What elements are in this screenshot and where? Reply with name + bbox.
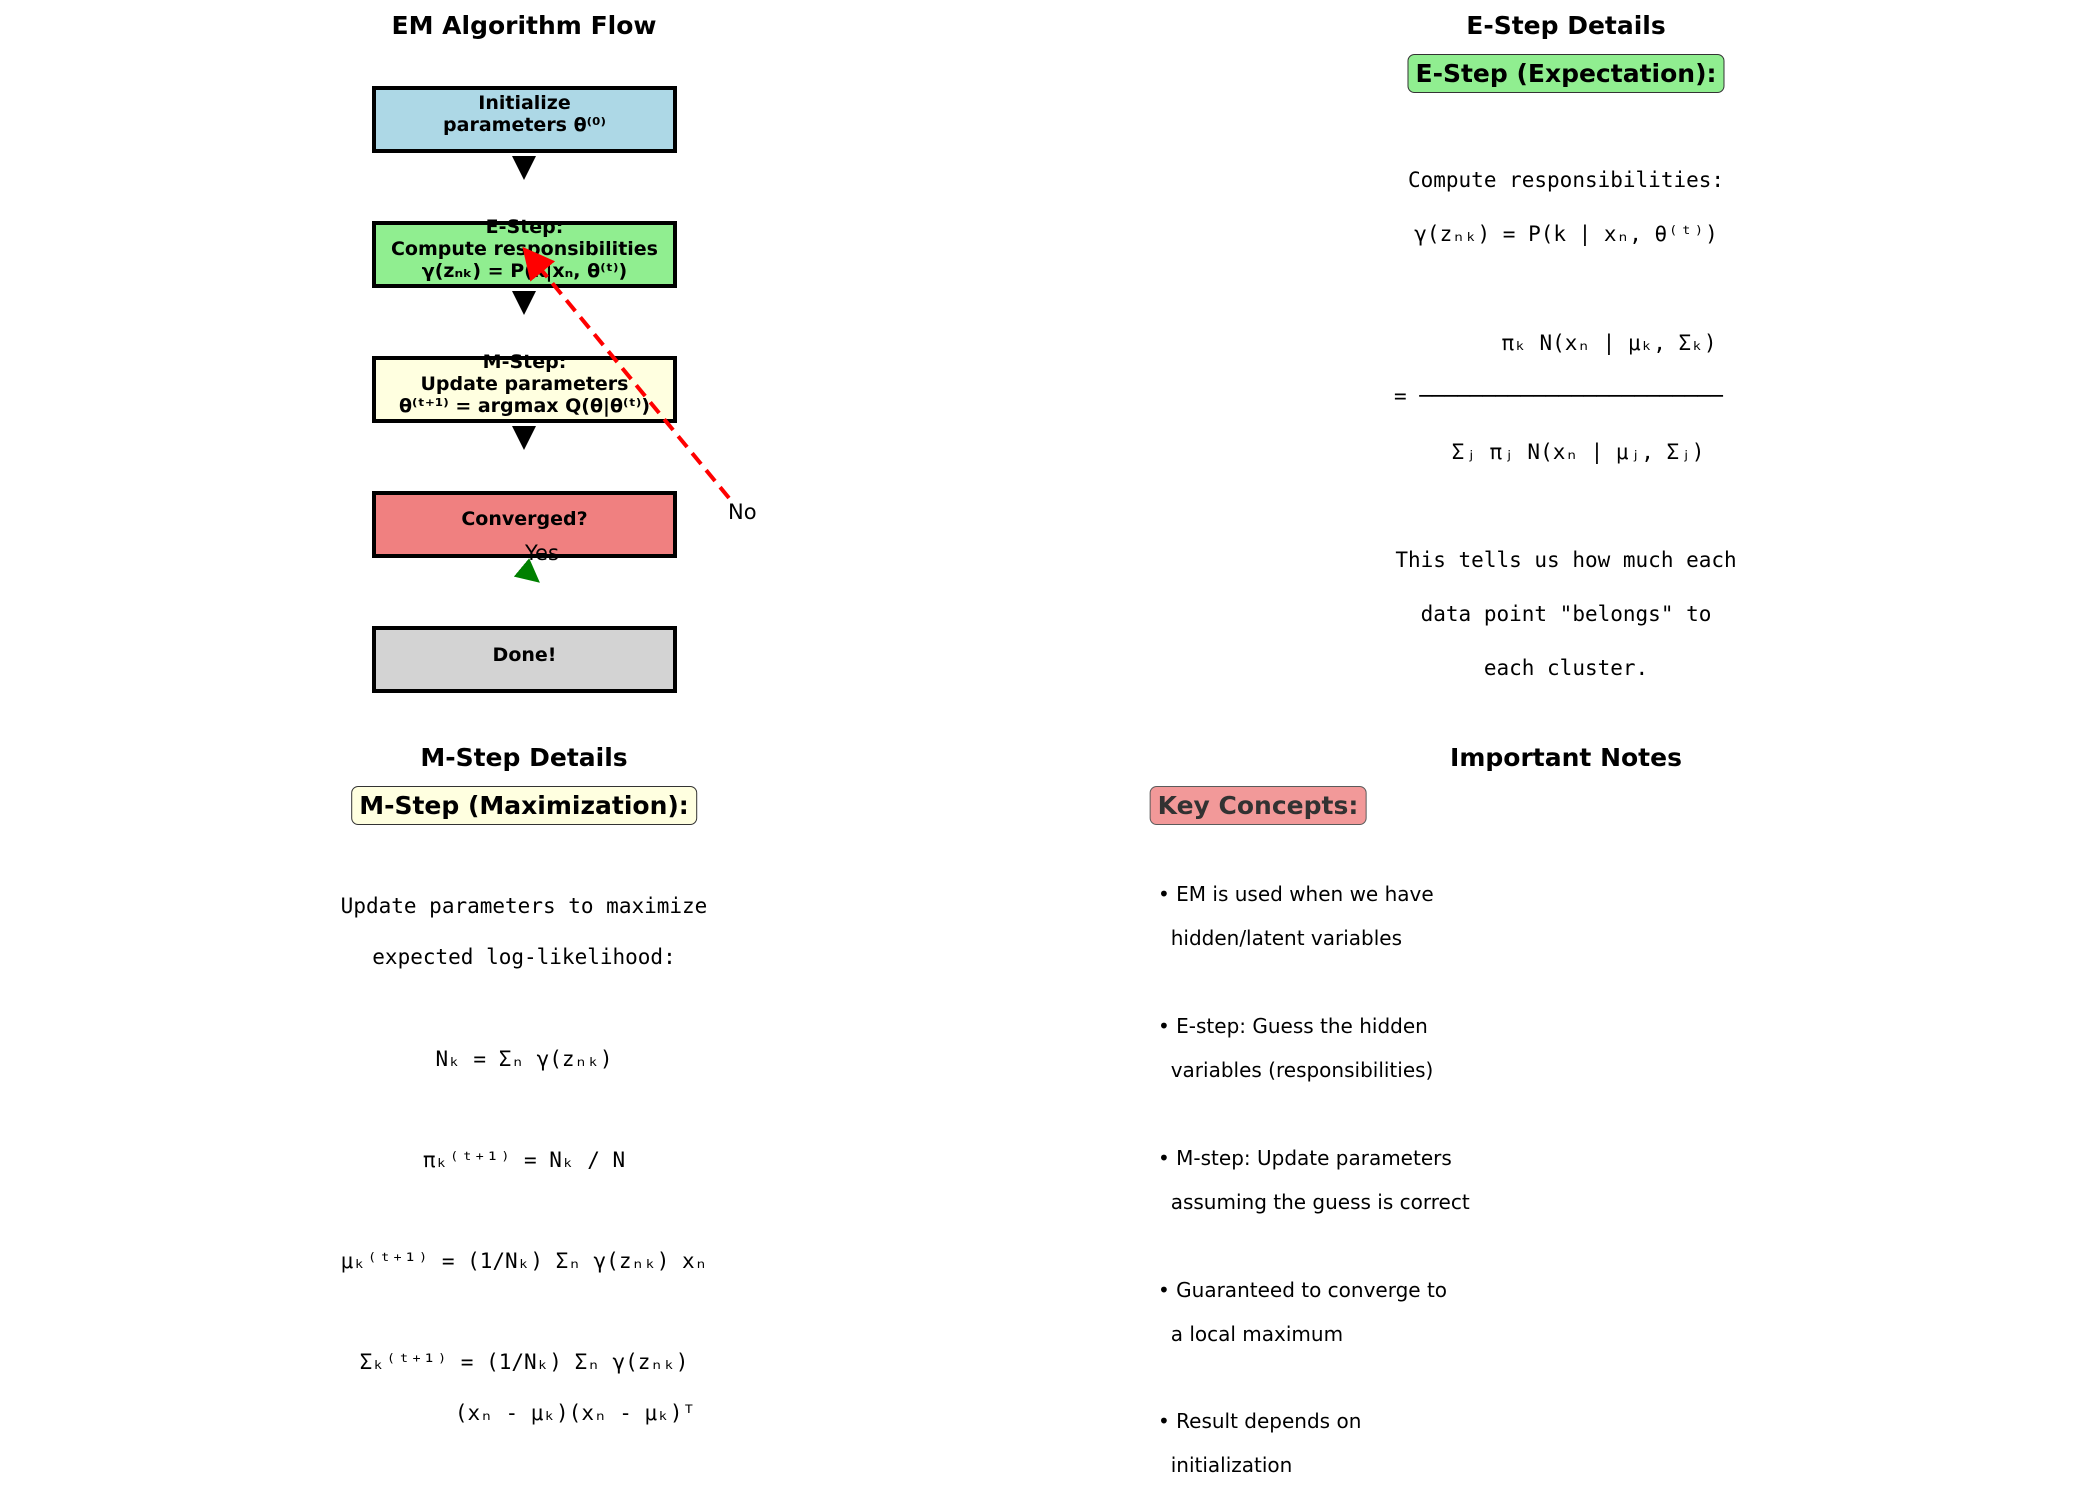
note-line: variables (responsibilities) [1158, 1058, 1434, 1082]
yes-label: Yes [525, 541, 559, 565]
mstep-line: Σₖ⁽ᵗ⁺¹⁾ = (1/Nₖ) Σₙ γ(zₙₖ) [359, 1350, 689, 1374]
estep-fraction-bar: = ──────────────────────── [1394, 384, 1723, 408]
note-line: • EM is used when we have [1158, 882, 1434, 906]
note-line: initialization [1158, 1453, 1293, 1477]
note-line: a local maximum [1158, 1322, 1344, 1346]
mstep-line: πₖ⁽ᵗ⁺¹⁾ = Nₖ / N [422, 1148, 626, 1172]
notes-header: Key Concepts: [1150, 786, 1367, 825]
mstep-line: Nₖ = Σₙ γ(zₙₖ) [435, 1047, 613, 1071]
mstep-line: μₖ⁽ᵗ⁺¹⁾ = (1/Nₖ) Σₙ γ(zₙₖ) xₙ [340, 1249, 708, 1273]
flow-text-line: E-Step: [485, 216, 564, 238]
note-line: assuming the guess is correct [1158, 1190, 1470, 1214]
estep-line: γ(zₙₖ) = P(k | xₙ, θ⁽ᵗ⁾) [1414, 222, 1718, 246]
note-line: hidden/latent variables [1158, 926, 1402, 950]
estep-line: πₖ N(xₙ | μₖ, Σₖ) [1501, 331, 1717, 355]
arrow-no-loop [530, 256, 729, 498]
flow-text-line: θ⁽ᵗ⁺¹⁾ = argmax Q(θ|θ⁽ᵗ⁾) [398, 395, 651, 417]
flow-title: EM Algorithm Flow [391, 11, 657, 40]
mstep-title: M-Step Details [420, 743, 628, 772]
estep-header: E-Step (Expectation): [1407, 54, 1724, 93]
mstep-line: (xₙ - μₖ)(xₙ - μₖ)ᵀ [454, 1401, 696, 1425]
estep-line: each cluster. [1483, 656, 1649, 680]
mstep-header: M-Step (Maximization): [351, 786, 697, 825]
estep-line: Compute responsibilities: [1407, 168, 1725, 192]
estep-line: This tells us how much each [1395, 548, 1737, 572]
flow-text-line: Compute responsibilities [390, 238, 658, 260]
note-line: • M-step: Update parameters [1158, 1146, 1452, 1170]
mstep-line: expected log-likelihood: [372, 945, 676, 969]
mstep-line: Update parameters to maximize [340, 894, 708, 918]
note-line: • E-step: Guess the hidden [1158, 1014, 1428, 1038]
flow-text-line: Update parameters [420, 373, 629, 395]
flow-text-line: γ(zₙₖ) = P(k|xₙ, θ⁽ᵗ⁾) [421, 260, 628, 282]
notes-title: Important Notes [1450, 743, 1682, 772]
flow-text-line: M-Step: [482, 351, 567, 373]
estep-line: data point "belongs" to [1420, 602, 1712, 626]
flow-text-line: Converged? [461, 508, 588, 530]
flow-text-line: Initialize [478, 92, 571, 114]
flow-text-line: parameters θ⁽⁰⁾ [443, 114, 606, 136]
no-label: No [728, 500, 757, 524]
estep-line: Σⱼ πⱼ N(xₙ | μⱼ, Σⱼ) [1451, 440, 1705, 464]
note-line: • Result depends on [1158, 1409, 1362, 1433]
note-line: • Guaranteed to converge to [1158, 1278, 1448, 1302]
flow-text-line: Done! [492, 644, 557, 666]
arrow-yes-to-done [527, 572, 533, 577]
estep-title: E-Step Details [1466, 11, 1666, 40]
